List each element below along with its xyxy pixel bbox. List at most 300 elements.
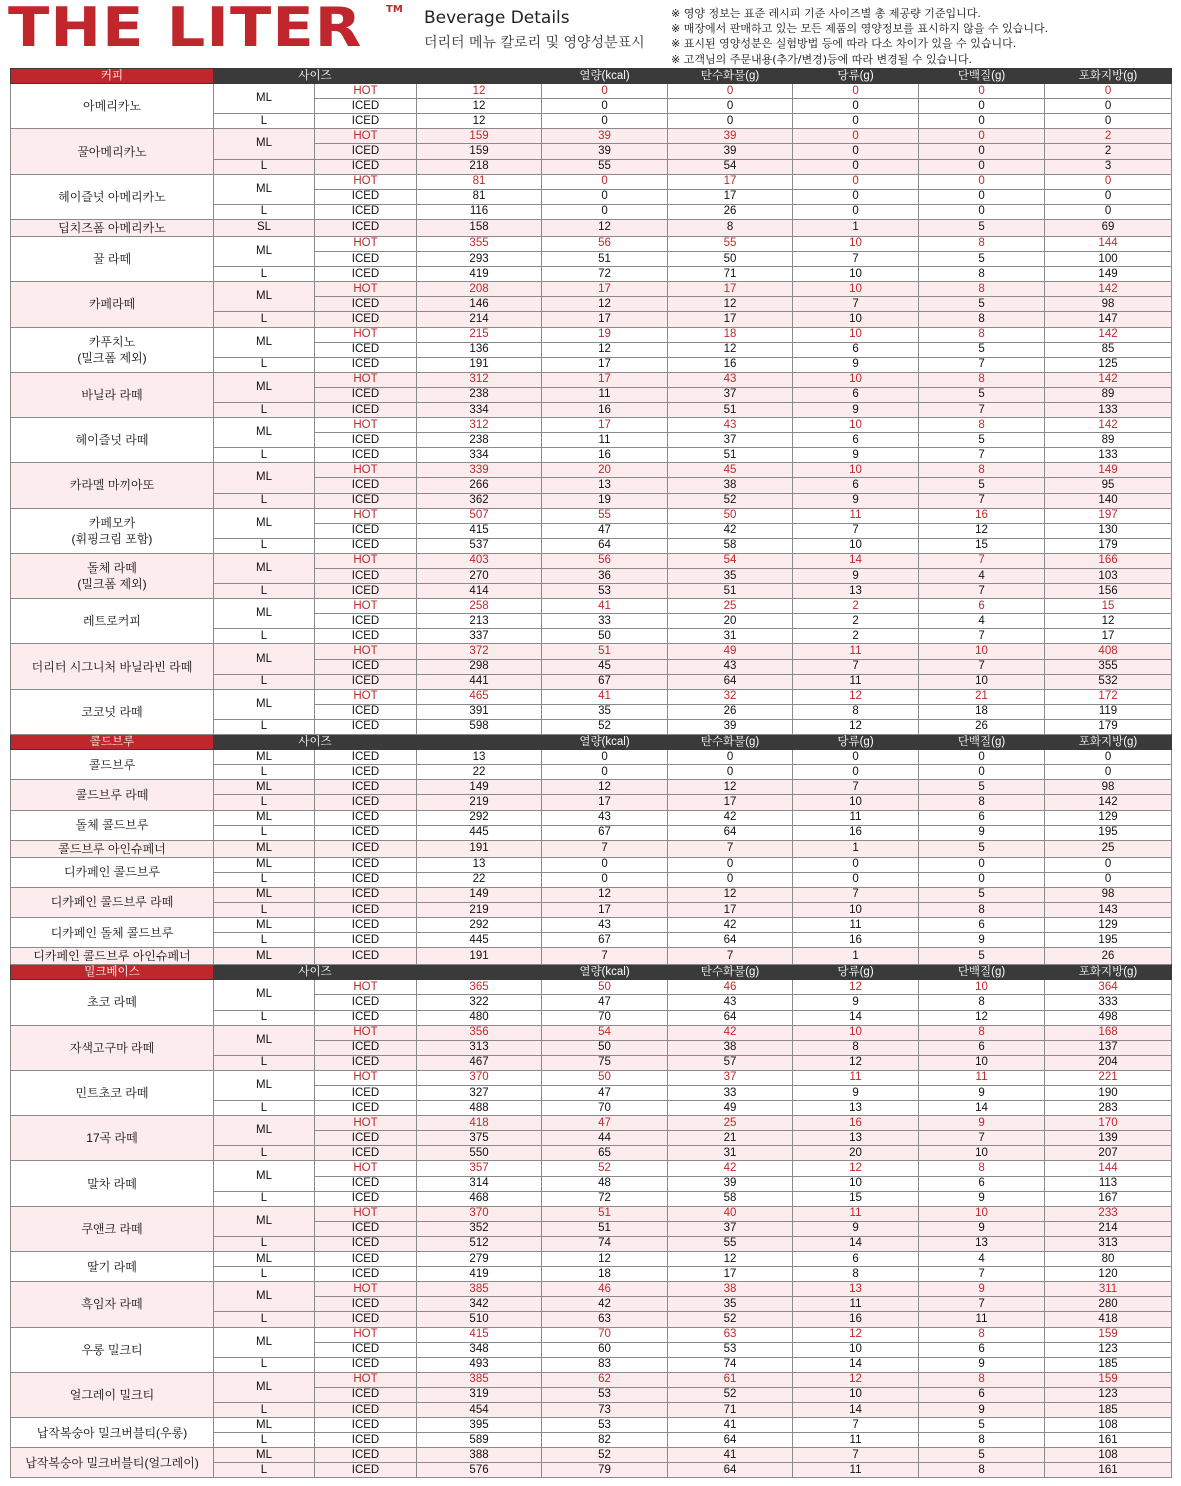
size-cell: ML bbox=[214, 174, 315, 204]
sodium-cell: 125 bbox=[1045, 357, 1172, 372]
sodium-cell: 89 bbox=[1045, 387, 1172, 402]
calories-cell: 279 bbox=[417, 1252, 542, 1267]
table-row bbox=[11, 553, 1172, 568]
menu-item-name bbox=[11, 1161, 214, 1206]
sat-fat-cell: 4 bbox=[919, 614, 1045, 629]
size-cell: ML bbox=[214, 129, 315, 159]
protein-cell: 13 bbox=[793, 584, 919, 599]
sugar-cell: 37 bbox=[668, 387, 793, 402]
column-header: 포화지방(g) bbox=[1045, 735, 1172, 750]
protein-cell: 6 bbox=[793, 478, 919, 493]
calories-cell: 298 bbox=[417, 659, 542, 674]
menu-item-name-line: 콜드브루 bbox=[88, 757, 136, 772]
menu-item-group bbox=[11, 599, 1172, 644]
sugar-cell: 7 bbox=[668, 948, 793, 965]
sat-fat-cell: 8 bbox=[919, 282, 1045, 297]
carbs-cell: 46 bbox=[542, 1282, 668, 1297]
protein-cell: 8 bbox=[793, 1267, 919, 1282]
sugar-cell: 25 bbox=[668, 1116, 793, 1131]
menu-item-name bbox=[11, 219, 214, 236]
protein-cell: 0 bbox=[793, 750, 919, 765]
sodium-cell: 149 bbox=[1045, 267, 1172, 282]
calories-cell: 348 bbox=[417, 1342, 542, 1357]
sodium-cell: 159 bbox=[1045, 1372, 1172, 1387]
menu-item-group bbox=[11, 1252, 1172, 1282]
sugar-cell: 54 bbox=[668, 159, 793, 174]
menu-item-name-line: 디카페인 콜드브루 라떼 bbox=[50, 895, 174, 910]
carbs-cell: 12 bbox=[542, 219, 668, 236]
calories-cell: 292 bbox=[417, 918, 542, 933]
carbs-cell: 7 bbox=[542, 948, 668, 965]
sat-fat-cell: 7 bbox=[919, 629, 1045, 644]
sugar-cell: 31 bbox=[668, 1146, 793, 1161]
protein-cell: 12 bbox=[793, 1372, 919, 1387]
menu-item-group bbox=[11, 219, 1172, 236]
size-cell: L bbox=[214, 674, 315, 689]
sodium-cell: 2 bbox=[1045, 129, 1172, 144]
table-row bbox=[11, 1206, 1172, 1221]
protein-cell: 14 bbox=[793, 1402, 919, 1417]
menu-item-name-line: 디카페인 콜드브루 아인슈페너 bbox=[33, 949, 191, 964]
carbs-cell: 12 bbox=[542, 780, 668, 795]
calories-cell: 385 bbox=[417, 1372, 542, 1387]
menu-item-group bbox=[11, 857, 1172, 887]
menu-item-name-line: 흑임자 라떼 bbox=[81, 1297, 143, 1312]
protein-cell: 0 bbox=[793, 174, 919, 189]
menu-item-name bbox=[11, 980, 214, 1025]
sodium-cell: 195 bbox=[1045, 933, 1172, 948]
sat-fat-cell: 7 bbox=[919, 448, 1045, 463]
temperature-cell: ICED bbox=[315, 825, 417, 840]
calories-cell: 370 bbox=[417, 1070, 542, 1085]
sodium-cell: 2 bbox=[1045, 144, 1172, 159]
calories-cell: 191 bbox=[417, 948, 542, 965]
sugar-cell: 0 bbox=[668, 750, 793, 765]
sat-fat-cell: 0 bbox=[919, 750, 1045, 765]
size-cell: L bbox=[214, 1010, 315, 1025]
menu-item-group bbox=[11, 1418, 1172, 1448]
sat-fat-cell: 0 bbox=[919, 872, 1045, 887]
carbs-cell: 83 bbox=[542, 1357, 668, 1372]
calories-cell: 12 bbox=[417, 99, 542, 114]
sugar-cell: 64 bbox=[668, 1433, 793, 1448]
temperature-cell: ICED bbox=[315, 840, 417, 857]
table-row bbox=[11, 372, 1172, 387]
size-cell: ML bbox=[214, 1070, 315, 1100]
menu-item-name bbox=[11, 887, 214, 917]
sugar-cell: 0 bbox=[668, 872, 793, 887]
protein-cell: 9 bbox=[793, 1221, 919, 1236]
sugar-cell: 17 bbox=[668, 1267, 793, 1282]
calories-cell: 159 bbox=[417, 144, 542, 159]
menu-item-name bbox=[11, 918, 214, 948]
page-header bbox=[0, 0, 1181, 68]
sodium-cell: 130 bbox=[1045, 523, 1172, 538]
sugar-cell: 64 bbox=[668, 933, 793, 948]
protein-cell: 11 bbox=[793, 1297, 919, 1312]
calories-cell: 488 bbox=[417, 1101, 542, 1116]
temperature-cell: ICED bbox=[315, 1131, 417, 1146]
protein-cell: 10 bbox=[793, 312, 919, 327]
protein-cell: 7 bbox=[793, 523, 919, 538]
sodium-cell: 17 bbox=[1045, 629, 1172, 644]
sat-fat-cell: 6 bbox=[919, 1176, 1045, 1191]
menu-item-name bbox=[11, 599, 214, 644]
menu-item-name bbox=[11, 1448, 214, 1478]
protein-cell: 7 bbox=[793, 1418, 919, 1433]
carbs-cell: 50 bbox=[542, 1070, 668, 1085]
sat-fat-cell: 0 bbox=[919, 99, 1045, 114]
protein-cell: 9 bbox=[793, 357, 919, 372]
sugar-cell: 0 bbox=[668, 99, 793, 114]
menu-item-name bbox=[11, 1372, 214, 1417]
temperature-cell: HOT bbox=[315, 1025, 417, 1040]
table-row bbox=[11, 236, 1172, 251]
column-header-blank bbox=[417, 69, 542, 84]
sat-fat-cell: 8 bbox=[919, 1025, 1045, 1040]
table-row bbox=[11, 463, 1172, 478]
menu-item-name bbox=[11, 840, 214, 857]
sodium-cell: 108 bbox=[1045, 1448, 1172, 1463]
sodium-cell: 179 bbox=[1045, 719, 1172, 734]
sugar-cell: 51 bbox=[668, 448, 793, 463]
calories-cell: 327 bbox=[417, 1086, 542, 1101]
sat-fat-cell: 6 bbox=[919, 1342, 1045, 1357]
temperature-cell: ICED bbox=[315, 493, 417, 508]
protein-cell: 7 bbox=[793, 297, 919, 312]
menu-item-group bbox=[11, 810, 1172, 840]
size-cell: ML bbox=[214, 810, 315, 825]
sat-fat-cell: 18 bbox=[919, 704, 1045, 719]
temperature-cell: ICED bbox=[315, 810, 417, 825]
sat-fat-cell: 0 bbox=[919, 204, 1045, 219]
carbs-cell: 35 bbox=[542, 704, 668, 719]
sodium-cell: 0 bbox=[1045, 857, 1172, 872]
temperature-cell: ICED bbox=[315, 297, 417, 312]
column-header: 탄수화물(g) bbox=[668, 735, 793, 750]
sugar-cell: 41 bbox=[668, 1448, 793, 1463]
sodium-cell: 15 bbox=[1045, 599, 1172, 614]
sat-fat-cell: 26 bbox=[919, 719, 1045, 734]
calories-cell: 258 bbox=[417, 599, 542, 614]
calories-cell: 445 bbox=[417, 933, 542, 948]
sodium-cell: 144 bbox=[1045, 236, 1172, 251]
sugar-cell: 71 bbox=[668, 1402, 793, 1417]
protein-cell: 13 bbox=[793, 1101, 919, 1116]
temperature-cell: ICED bbox=[315, 1010, 417, 1025]
temperature-cell: HOT bbox=[315, 1161, 417, 1176]
size-cell: L bbox=[214, 795, 315, 810]
temperature-cell: ICED bbox=[315, 1312, 417, 1327]
protein-cell: 1 bbox=[793, 219, 919, 236]
sat-fat-cell: 0 bbox=[919, 189, 1045, 204]
calories-cell: 292 bbox=[417, 810, 542, 825]
size-cell: L bbox=[214, 719, 315, 734]
sodium-cell: 408 bbox=[1045, 644, 1172, 659]
protein-cell: 11 bbox=[793, 674, 919, 689]
menu-item-group bbox=[11, 553, 1172, 598]
sat-fat-cell: 8 bbox=[919, 236, 1045, 251]
sodium-cell: 0 bbox=[1045, 114, 1172, 129]
menu-item-name-line: 돌체 라떼 bbox=[87, 561, 137, 576]
sodium-cell: 119 bbox=[1045, 704, 1172, 719]
sodium-cell: 100 bbox=[1045, 252, 1172, 267]
menu-item-name bbox=[11, 418, 214, 463]
sugar-cell: 45 bbox=[668, 463, 793, 478]
column-header-size: 사이즈 bbox=[214, 735, 417, 750]
sodium-cell: 156 bbox=[1045, 584, 1172, 599]
column-header: 열량(kcal) bbox=[542, 735, 668, 750]
protein-cell: 0 bbox=[793, 114, 919, 129]
table-row bbox=[11, 1025, 1172, 1040]
sugar-cell: 43 bbox=[668, 418, 793, 433]
calories-cell: 149 bbox=[417, 887, 542, 902]
calories-cell: 510 bbox=[417, 1312, 542, 1327]
sugar-cell: 64 bbox=[668, 674, 793, 689]
calories-cell: 576 bbox=[417, 1463, 542, 1478]
size-cell: ML bbox=[214, 463, 315, 493]
sat-fat-cell: 0 bbox=[919, 174, 1045, 189]
carbs-cell: 41 bbox=[542, 689, 668, 704]
protein-cell: 16 bbox=[793, 1312, 919, 1327]
size-cell: L bbox=[214, 1191, 315, 1206]
temperature-cell: HOT bbox=[315, 980, 417, 995]
sugar-cell: 64 bbox=[668, 1463, 793, 1478]
protein-cell: 8 bbox=[793, 704, 919, 719]
sodium-cell: 0 bbox=[1045, 174, 1172, 189]
protein-cell: 1 bbox=[793, 840, 919, 857]
sat-fat-cell: 5 bbox=[919, 1418, 1045, 1433]
protein-cell: 10 bbox=[793, 1342, 919, 1357]
sodium-cell: 166 bbox=[1045, 553, 1172, 568]
protein-cell: 11 bbox=[793, 508, 919, 523]
temperature-cell: ICED bbox=[315, 719, 417, 734]
temperature-cell: ICED bbox=[315, 795, 417, 810]
sodium-cell: 313 bbox=[1045, 1236, 1172, 1251]
size-cell: L bbox=[214, 872, 315, 887]
carbs-cell: 12 bbox=[542, 1252, 668, 1267]
sodium-cell: 108 bbox=[1045, 1418, 1172, 1433]
sugar-cell: 39 bbox=[668, 1176, 793, 1191]
menu-item-name bbox=[11, 1070, 214, 1115]
sat-fat-cell: 5 bbox=[919, 219, 1045, 236]
temperature-cell: ICED bbox=[315, 219, 417, 236]
menu-item-name-line: 카페모카 bbox=[88, 515, 136, 530]
temperature-cell: ICED bbox=[315, 1387, 417, 1402]
sat-fat-cell: 6 bbox=[919, 918, 1045, 933]
size-cell: ML bbox=[214, 327, 315, 357]
carbs-cell: 19 bbox=[542, 493, 668, 508]
menu-item-name-line: 얼그레이 밀크티 bbox=[69, 1387, 155, 1402]
sodium-cell: 123 bbox=[1045, 1387, 1172, 1402]
size-cell: ML bbox=[214, 689, 315, 719]
temperature-cell: ICED bbox=[315, 342, 417, 357]
sat-fat-cell: 8 bbox=[919, 1327, 1045, 1342]
protein-cell: 12 bbox=[793, 1327, 919, 1342]
sat-fat-cell: 5 bbox=[919, 297, 1045, 312]
menu-item-group bbox=[11, 129, 1172, 174]
sugar-cell: 35 bbox=[668, 569, 793, 584]
size-cell: ML bbox=[214, 1116, 315, 1146]
calories-cell: 375 bbox=[417, 1131, 542, 1146]
size-cell: ML bbox=[214, 750, 315, 765]
menu-item-name-line: 자색고구마 라떼 bbox=[69, 1040, 155, 1055]
carbs-cell: 82 bbox=[542, 1433, 668, 1448]
sugar-cell: 20 bbox=[668, 614, 793, 629]
sugar-cell: 35 bbox=[668, 1297, 793, 1312]
calories-cell: 362 bbox=[417, 493, 542, 508]
sugar-cell: 18 bbox=[668, 327, 793, 342]
carbs-cell: 63 bbox=[542, 1312, 668, 1327]
sodium-cell: 12 bbox=[1045, 614, 1172, 629]
sodium-cell: 0 bbox=[1045, 765, 1172, 780]
temperature-cell: ICED bbox=[315, 995, 417, 1010]
menu-item-name-line: 17곡 라떼 bbox=[86, 1131, 138, 1146]
sodium-cell: 26 bbox=[1045, 948, 1172, 965]
protein-cell: 7 bbox=[793, 887, 919, 902]
protein-cell: 9 bbox=[793, 1086, 919, 1101]
protein-cell: 6 bbox=[793, 342, 919, 357]
calories-cell: 372 bbox=[417, 644, 542, 659]
sodium-cell: 137 bbox=[1045, 1040, 1172, 1055]
sodium-cell: 185 bbox=[1045, 1402, 1172, 1417]
calories-cell: 357 bbox=[417, 1161, 542, 1176]
size-cell: L bbox=[214, 765, 315, 780]
carbs-cell: 17 bbox=[542, 372, 668, 387]
column-header: 단백질(g) bbox=[919, 69, 1045, 84]
temperature-cell: ICED bbox=[315, 1433, 417, 1448]
sat-fat-cell: 8 bbox=[919, 795, 1045, 810]
menu-item-group bbox=[11, 1206, 1172, 1251]
temperature-cell: ICED bbox=[315, 267, 417, 282]
carbs-cell: 0 bbox=[542, 189, 668, 204]
temperature-cell: ICED bbox=[315, 1040, 417, 1055]
menu-item-group bbox=[11, 282, 1172, 327]
protein-cell: 10 bbox=[793, 282, 919, 297]
temperature-cell: ICED bbox=[315, 872, 417, 887]
sodium-cell: 123 bbox=[1045, 1342, 1172, 1357]
sugar-cell: 57 bbox=[668, 1055, 793, 1070]
sodium-cell: 129 bbox=[1045, 810, 1172, 825]
sat-fat-cell: 7 bbox=[919, 357, 1045, 372]
sodium-cell: 142 bbox=[1045, 418, 1172, 433]
sodium-cell: 133 bbox=[1045, 448, 1172, 463]
calories-cell: 293 bbox=[417, 252, 542, 267]
size-cell: ML bbox=[214, 1161, 315, 1191]
menu-item-name-line: 레트로커피 bbox=[83, 614, 141, 629]
sugar-cell: 17 bbox=[668, 795, 793, 810]
menu-item-name-line: 꿀아메리카노 bbox=[77, 144, 147, 159]
size-cell: ML bbox=[214, 948, 315, 965]
table-row bbox=[11, 599, 1172, 614]
sat-fat-cell: 10 bbox=[919, 1146, 1045, 1161]
nutrition-table bbox=[10, 68, 1172, 1478]
calories-cell: 238 bbox=[417, 433, 542, 448]
sodium-cell: 167 bbox=[1045, 1191, 1172, 1206]
sugar-cell: 26 bbox=[668, 704, 793, 719]
sat-fat-cell: 8 bbox=[919, 418, 1045, 433]
temperature-cell: HOT bbox=[315, 372, 417, 387]
sat-fat-cell: 8 bbox=[919, 1372, 1045, 1387]
calories-cell: 12 bbox=[417, 84, 542, 99]
size-cell: ML bbox=[214, 1448, 315, 1463]
table-row bbox=[11, 689, 1172, 704]
protein-cell: 9 bbox=[793, 493, 919, 508]
menu-item-name-line: 콜드브루 아인슈페너 bbox=[58, 841, 166, 856]
carbs-cell: 0 bbox=[542, 872, 668, 887]
carbs-cell: 52 bbox=[542, 1448, 668, 1463]
size-cell: L bbox=[214, 493, 315, 508]
sugar-cell: 40 bbox=[668, 1206, 793, 1221]
protein-cell: 2 bbox=[793, 629, 919, 644]
sugar-cell: 55 bbox=[668, 1236, 793, 1251]
menu-item-name-line: 쿠앤크 라떼 bbox=[81, 1221, 143, 1236]
size-cell: L bbox=[214, 1312, 315, 1327]
carbs-cell: 67 bbox=[542, 825, 668, 840]
table-row bbox=[11, 918, 1172, 933]
temperature-cell: ICED bbox=[315, 614, 417, 629]
menu-item-name bbox=[11, 553, 214, 598]
sodium-cell: 133 bbox=[1045, 402, 1172, 417]
sodium-cell: 185 bbox=[1045, 1357, 1172, 1372]
sugar-cell: 58 bbox=[668, 1191, 793, 1206]
carbs-cell: 43 bbox=[542, 918, 668, 933]
carbs-cell: 72 bbox=[542, 267, 668, 282]
sugar-cell: 54 bbox=[668, 553, 793, 568]
calories-cell: 319 bbox=[417, 1387, 542, 1402]
size-cell: ML bbox=[214, 980, 315, 1010]
menu-item-name-line: 더리터 시그니처 바닐라빈 라떼 bbox=[31, 659, 193, 674]
sat-fat-cell: 7 bbox=[919, 402, 1045, 417]
size-cell: ML bbox=[214, 918, 315, 933]
sugar-cell: 55 bbox=[668, 236, 793, 251]
temperature-cell: HOT bbox=[315, 129, 417, 144]
carbs-cell: 0 bbox=[542, 765, 668, 780]
sugar-cell: 12 bbox=[668, 1252, 793, 1267]
size-cell: L bbox=[214, 584, 315, 599]
sodium-cell: 0 bbox=[1045, 84, 1172, 99]
sat-fat-cell: 9 bbox=[919, 1086, 1045, 1101]
calories-cell: 136 bbox=[417, 342, 542, 357]
carbs-cell: 18 bbox=[542, 1267, 668, 1282]
section-header bbox=[11, 965, 1172, 980]
carbs-cell: 17 bbox=[542, 312, 668, 327]
table-row bbox=[11, 219, 1172, 236]
sugar-cell: 42 bbox=[668, 918, 793, 933]
table-row bbox=[11, 1327, 1172, 1342]
sugar-cell: 17 bbox=[668, 282, 793, 297]
calories-cell: 322 bbox=[417, 995, 542, 1010]
size-cell: ML bbox=[214, 1282, 315, 1312]
sat-fat-cell: 5 bbox=[919, 887, 1045, 902]
protein-cell: 14 bbox=[793, 1357, 919, 1372]
size-cell: ML bbox=[214, 780, 315, 795]
temperature-cell: ICED bbox=[315, 629, 417, 644]
menu-item-group bbox=[11, 236, 1172, 281]
carbs-cell: 16 bbox=[542, 448, 668, 463]
sat-fat-cell: 13 bbox=[919, 1236, 1045, 1251]
size-cell: L bbox=[214, 267, 315, 282]
sugar-cell: 39 bbox=[668, 129, 793, 144]
sat-fat-cell: 5 bbox=[919, 252, 1045, 267]
calories-cell: 215 bbox=[417, 327, 542, 342]
sugar-cell: 12 bbox=[668, 342, 793, 357]
protein-cell: 9 bbox=[793, 995, 919, 1010]
calories-cell: 314 bbox=[417, 1176, 542, 1191]
table-row bbox=[11, 1070, 1172, 1085]
sodium-cell: 85 bbox=[1045, 342, 1172, 357]
table-row bbox=[11, 1161, 1172, 1176]
